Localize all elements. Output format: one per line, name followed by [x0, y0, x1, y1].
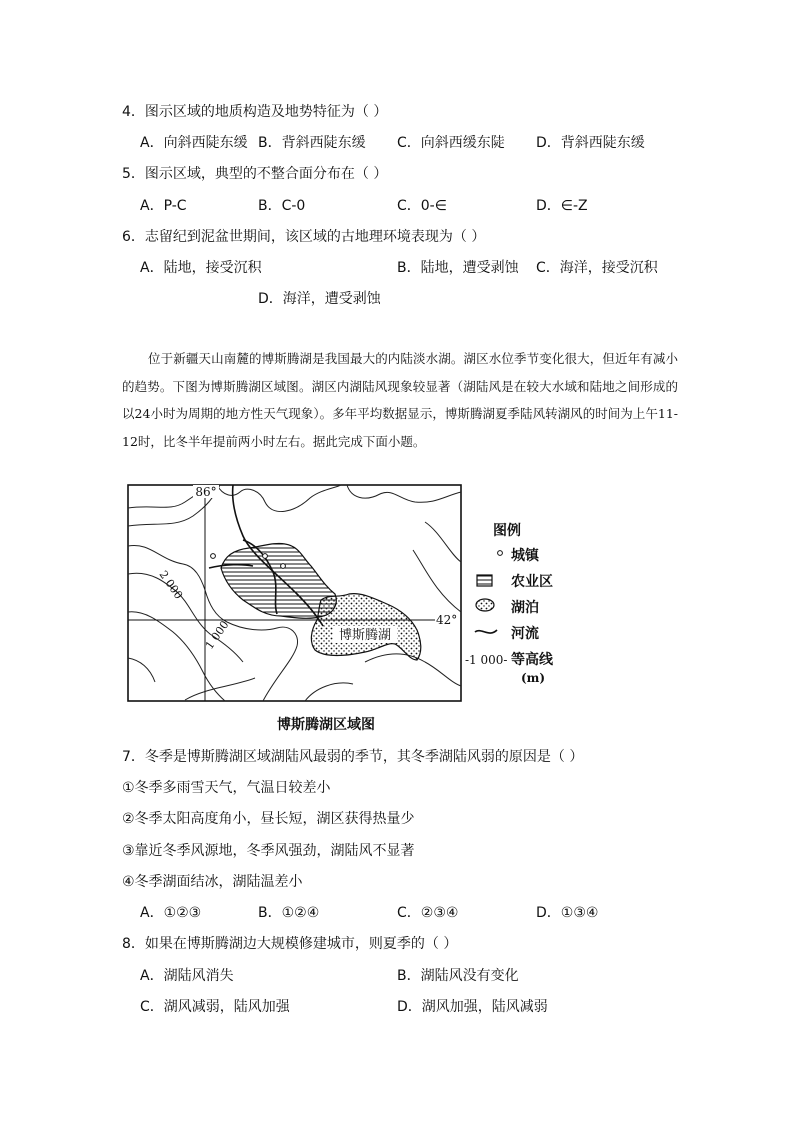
q8-option-a: A．湖陆风消失 [140, 968, 234, 984]
legend-lake-label: 湖泊 [511, 600, 539, 616]
longitude-label: 86° [195, 485, 217, 499]
bosten-lake-map [125, 482, 553, 704]
q6-option-a: A．陆地，接受沉积 [140, 260, 262, 276]
q7-statement-3: ③靠近冬季风源地，冬季风强劲，湖陆风不显著 [122, 843, 415, 859]
q5-option-a: A．P-C [140, 198, 187, 214]
q7-statement-4: ④冬季湖面结冰，湖陆温差小 [122, 874, 303, 890]
q5-option-c: C．0-∈ [397, 198, 447, 214]
map-legend [465, 522, 554, 685]
contour-label-2000: 2 000 [156, 568, 186, 602]
town-marker [211, 554, 216, 559]
q8-option-b: B．湖陆风没有变化 [397, 968, 519, 984]
q6-option-c: C．海洋，接受沉积 [536, 260, 658, 276]
legend-lake-symbol [476, 599, 494, 611]
latitude-label: 42° [436, 613, 458, 627]
q7-option-b: B．①②④ [258, 905, 320, 921]
legend-title: 图例 [493, 523, 521, 539]
legend-town-symbol [498, 551, 503, 556]
legend-agri-label: 农业区 [511, 574, 553, 590]
q8-option-c: C．湖风减弱，陆风加强 [140, 999, 290, 1015]
legend-agri-symbol [477, 575, 492, 586]
question-8-stem: 8．如果在博斯腾湖边大规模修建城市，则夏季的（ ） [122, 936, 458, 952]
q8-option-d: D．湖风加强，陆风减弱 [397, 999, 548, 1015]
question-7-stem: 7．冬季是博斯腾湖区域湖陆风最弱的季节，其冬季湖陆风弱的原因是（ ） [122, 749, 584, 765]
question-5-stem: 5．图示区域，典型的不整合面分布在（ ） [122, 166, 388, 182]
q7-option-d: D．①③④ [536, 905, 599, 921]
q4-option-d: D．背斜西陡东缓 [536, 135, 645, 151]
contour-label-1000: 1 000 [202, 618, 232, 652]
map-caption: 博斯腾湖区域图 [277, 717, 375, 733]
town-marker [263, 554, 268, 559]
q5-option-b: B．C-0 [258, 198, 306, 214]
question-4-stem: 4．图示区域的地质构造及地势特征为（ ） [122, 104, 388, 120]
legend-unit: (m) [521, 671, 546, 685]
lake-label: 博斯腾湖 [338, 628, 392, 643]
legend-contour-sample: -1 000- [465, 653, 508, 667]
question-6-stem: 6．志留纪到泥盆世期间，该区域的古地理环境表现为（ ） [122, 229, 486, 245]
q5-option-d: D．∈-Z [536, 198, 588, 214]
legend-river-label: 河流 [511, 626, 539, 642]
q7-option-a: A．①②③ [140, 905, 202, 921]
passage-text: 位于新疆天山南麓的博斯腾湖是我国最大的内陆淡水湖。湖区水位季节变化很大，但近年有减小的趋势。下图为博斯腾湖区域图。湖区内湖陆风现象较显著（湖陆风是在较大水域和陆地之间形成的以24小时为周期的地方性天气现象）。多年平均数据显示，博斯腾湖夏季陆风转湖风的时间为上午11-12时，比冬半年提前两小时左右。据此完成下面小题。 [122, 351, 678, 449]
q7-statement-2: ②冬季太阳高度角小，昼长短，湖区获得热量少 [122, 811, 415, 827]
legend-town-label: 城镇 [511, 548, 539, 564]
legend-river-symbol [475, 630, 497, 633]
q6-option-b: B．陆地，遭受剥蚀 [397, 260, 519, 276]
town-marker [281, 564, 286, 569]
q4-option-c: C．向斜西缓东陡 [397, 135, 505, 151]
legend-contour-label: 等高线 [511, 652, 553, 668]
q6-option-d: D．海洋，遭受剥蚀 [258, 291, 381, 307]
map-caption-wrap [0, 714, 794, 734]
reading-passage [122, 345, 678, 455]
q7-statement-1: ①冬季多雨雪天气，气温日较差小 [122, 780, 331, 796]
q4-option-a: A．向斜西陡东缓 [140, 135, 248, 151]
q4-option-b: B．背斜西陡东缓 [258, 135, 366, 151]
q7-option-c: C．②③④ [397, 905, 459, 921]
